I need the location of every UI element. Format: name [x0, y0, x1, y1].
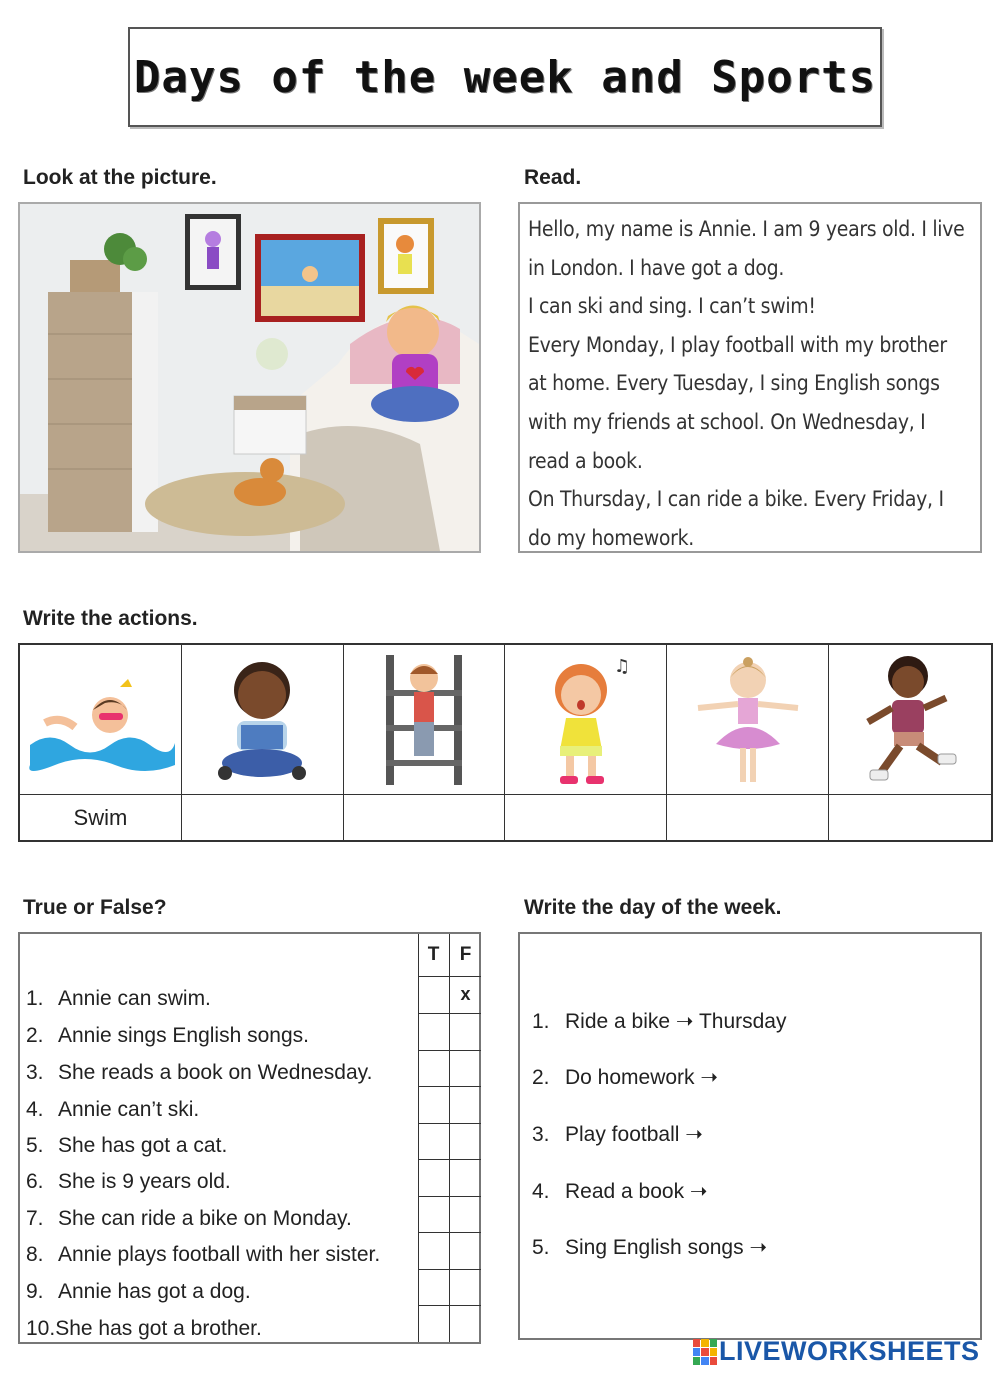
heading-read: Read. — [524, 166, 582, 189]
liveworksheets-icon — [693, 1339, 717, 1365]
read-line: Hello, my name is Annie. I am 9 years old. I live — [528, 217, 965, 241]
read-line: On Thursday, I can ride a bike. Every Friday, I — [528, 487, 944, 512]
read-line: do my homework. — [528, 525, 694, 550]
tf-header-false: F — [459, 944, 472, 965]
basket — [70, 260, 120, 292]
tf-cell-false[interactable]: x — [460, 984, 471, 1004]
tf-statement: 2. Annie sings English songs. — [26, 1024, 309, 1047]
tf-statement: 6. She is 9 years old. — [26, 1170, 231, 1193]
read-line: in London. I have got a dog. — [528, 255, 785, 280]
tf-statement: 8. Annie plays football with her sister. — [26, 1243, 381, 1266]
day-of-week-box — [518, 932, 982, 1340]
tf-answer-grid — [418, 934, 481, 1342]
action-answer-cell[interactable] — [505, 795, 667, 840]
annie-girl — [387, 306, 439, 358]
actions-table — [18, 643, 993, 842]
day-question: 4. Read a book ➝ — [532, 1180, 708, 1203]
action-answer-cell[interactable] — [344, 795, 506, 840]
tf-statement: 9. Annie has got a dog. — [26, 1280, 251, 1303]
true-false-box — [18, 932, 481, 1344]
running-boy-icon — [850, 650, 970, 790]
action-picture-cell — [344, 645, 506, 795]
tf-statement: 4. Annie can’t ski. — [26, 1098, 200, 1121]
tf-statement: 3. She reads a book on Wednesday. — [26, 1061, 373, 1084]
singing-girl-icon — [536, 650, 636, 790]
action-picture-cell — [182, 645, 344, 795]
action-picture-cell — [829, 645, 991, 795]
day-question: 5. Sing English songs ➝ — [532, 1236, 768, 1259]
action-answer-cell[interactable] — [829, 795, 991, 840]
tf-statement: 7. She can ride a bike on Monday. — [26, 1207, 352, 1230]
day-question: 2. Do homework ➝ — [532, 1066, 718, 1089]
climbing-boy-icon — [374, 650, 474, 790]
day-question: 3. Play football ➝ — [532, 1123, 703, 1146]
heading-write-actions: Write the actions. — [23, 607, 198, 630]
liveworksheets-logo — [693, 1336, 980, 1367]
ballet-girl-icon — [688, 650, 808, 790]
read-line: Every Monday, I play football with my brother — [528, 332, 947, 357]
action-picture-cell — [20, 645, 182, 795]
tf-statement: 5. She has got a cat. — [26, 1134, 228, 1157]
day-question: 1. Ride a bike ➝ Thursday — [532, 1010, 787, 1033]
reading-boy-icon — [207, 655, 317, 785]
read-line: read a book. — [528, 448, 643, 473]
page-title: Days of the week and Sports — [133, 51, 877, 103]
tf-statement: 10.She has got a brother. — [26, 1317, 262, 1340]
action-answer-cell[interactable] — [667, 795, 829, 840]
heading-write-day: Write the day of the week. — [524, 896, 782, 919]
tf-statement: 1. Annie can swim. — [26, 987, 211, 1010]
read-line: with my friends at school. On Wednesday, I — [528, 409, 926, 434]
action-answer-cell[interactable]: Swim — [20, 795, 182, 840]
title-box — [128, 27, 882, 127]
action-picture-cell — [505, 645, 667, 795]
svg-text:♫: ♫ — [613, 655, 631, 677]
heading-true-false: True or False? — [23, 896, 167, 919]
tf-header-true: T — [427, 944, 440, 965]
read-line: at home. Every Tuesday, I sing English songs — [528, 371, 940, 396]
read-line: I can ski and sing. I can’t swim! — [528, 294, 816, 319]
swimming-girl-icon — [25, 665, 175, 775]
bedroom-illustration — [20, 204, 479, 551]
heading-look: Look at the picture. — [23, 166, 217, 189]
liveworksheets-wordmark: LIVEWORKSHEETS — [719, 1336, 980, 1366]
reading-text-box — [518, 202, 982, 553]
bedroom-picture — [18, 202, 481, 553]
action-picture-cell — [667, 645, 829, 795]
action-answer-cell[interactable] — [182, 795, 344, 840]
dog — [234, 478, 286, 506]
